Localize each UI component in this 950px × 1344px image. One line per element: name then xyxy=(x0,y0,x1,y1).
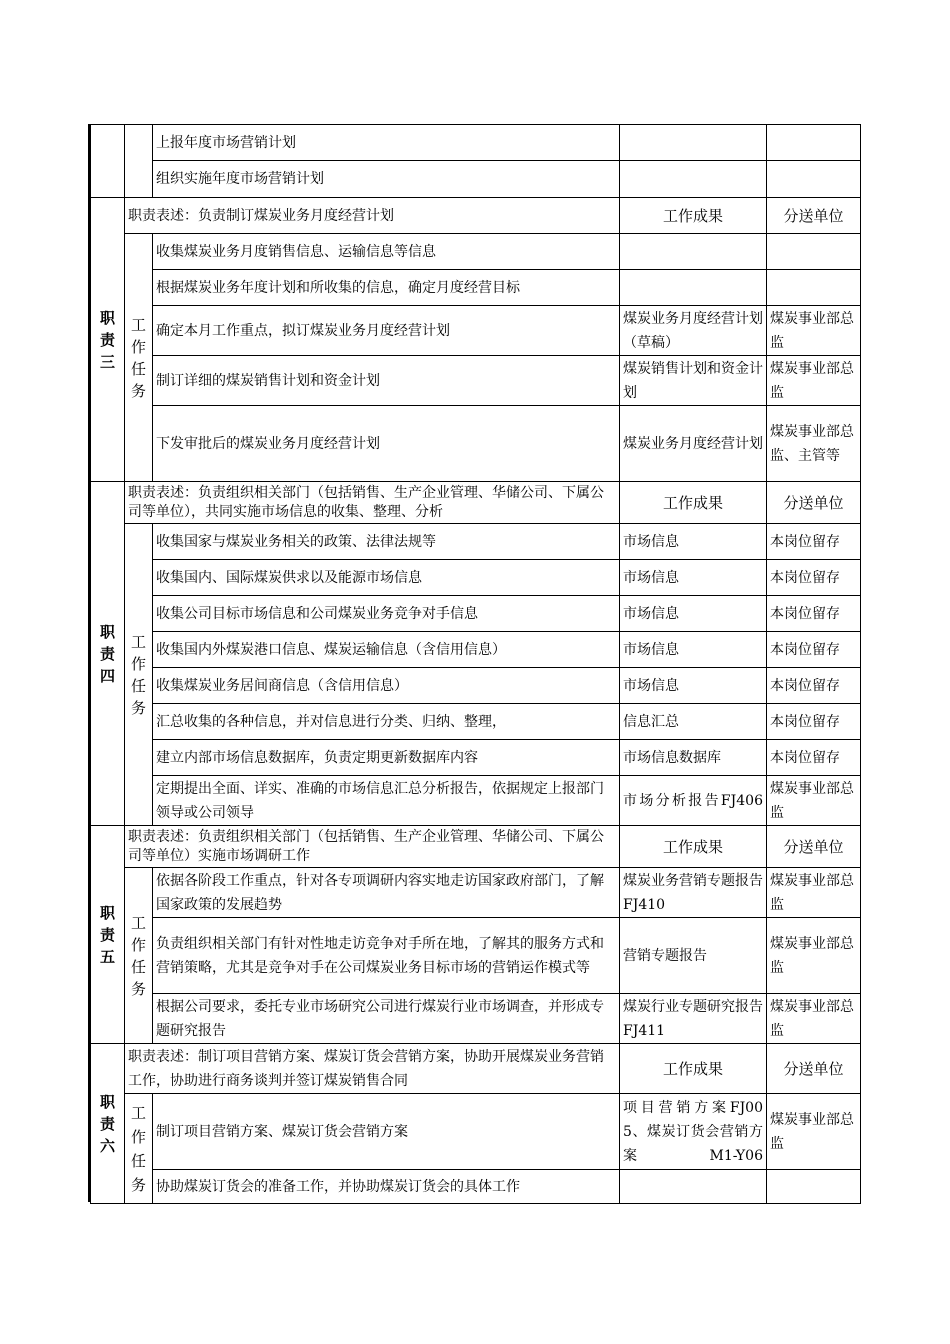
duty5-label: 职责五 xyxy=(99,903,115,966)
task-recipient xyxy=(767,161,861,198)
task-result: 煤炭业务营销专题报告 FJ410 xyxy=(620,868,767,918)
task-text: 根据煤炭业务年度计划和所收集的信息，确定月度经营目标 xyxy=(153,270,620,306)
task-recipient: 本岗位留存 xyxy=(767,560,861,596)
task-recipient: 本岗位留存 xyxy=(767,632,861,668)
task-result: 市场信息 xyxy=(620,668,767,704)
recipient-header: 分送单位 xyxy=(767,198,861,234)
task-result: 煤炭业务月度经营计划 xyxy=(620,406,767,482)
table-row xyxy=(91,524,861,560)
duty-label xyxy=(91,826,125,1044)
task-result: 市场信息数据库 xyxy=(620,740,767,776)
work-task-label: 工作任务 xyxy=(130,315,146,400)
task-recipient: 本岗位留存 xyxy=(767,740,861,776)
table-row xyxy=(91,868,861,918)
duty-label xyxy=(91,1044,125,1204)
task-result: 市场信息 xyxy=(620,524,767,560)
task-result xyxy=(620,234,767,270)
duty6-label: 职责六 xyxy=(99,1092,115,1155)
task-result: 市场信息 xyxy=(620,560,767,596)
task-result: 市场信息 xyxy=(620,596,767,632)
table-row xyxy=(91,125,861,161)
duty-statement: 职责表述：制订项目营销方案、煤炭订货会营销方案，协助开展煤炭业务营销工作，协助进行商务谈判并签订煤炭销售合同 xyxy=(125,1044,620,1094)
recipient-header: 分送单位 xyxy=(767,1044,861,1094)
duty-label xyxy=(91,198,125,482)
work-task-label-cell xyxy=(125,868,153,1044)
task-text: 定期提出全面、详实、准确的市场信息汇总分析报告，依据规定上报部门领导或公司领导 xyxy=(153,776,620,826)
task-result: 市场信息 xyxy=(620,632,767,668)
task-recipient: 煤炭事业部总监 xyxy=(767,918,861,994)
task-result: 市场分析报告FJ406 xyxy=(620,776,767,826)
task-recipient: 煤炭事业部总监 xyxy=(767,776,861,826)
task-text: 根据公司要求，委托专业市场研究公司进行煤炭行业市场调查，并形成专题研究报告 xyxy=(153,994,620,1044)
task-text: 负责组织相关部门有针对性地走访竞争对手所在地，了解其的服务方式和营销策略，尤其是竞争对手在公司煤炭业务目标市场的营销运作模式等 xyxy=(153,918,620,994)
task-text: 收集煤炭业务居间商信息（含信用信息） xyxy=(153,668,620,704)
table-row xyxy=(91,704,861,740)
work-task-label: 工作任务 xyxy=(130,913,146,998)
table-row xyxy=(91,668,861,704)
task-text: 协助煤炭订货会的准备工作，并协助煤炭订货会的具体工作 xyxy=(153,1170,620,1204)
work-task-label: 工作任务 xyxy=(130,1103,146,1194)
results-header: 工作成果 xyxy=(620,482,767,524)
task-text: 组织实施年度市场营销计划 xyxy=(153,161,620,198)
task-recipient: 煤炭事业部总监 xyxy=(767,1094,861,1170)
table-row xyxy=(91,1094,861,1170)
duty-statement: 职责表述：负责制订煤炭业务月度经营计划 xyxy=(125,198,620,234)
results-header: 工作成果 xyxy=(620,826,767,868)
recipient-header: 分送单位 xyxy=(767,826,861,868)
task-recipient xyxy=(767,125,861,161)
duty-label xyxy=(91,482,125,826)
duty-statement-row xyxy=(91,826,861,868)
duty3-label: 职责三 xyxy=(99,308,115,371)
task-result: 信息汇总 xyxy=(620,704,767,740)
table-row xyxy=(91,740,861,776)
duty-statement-row xyxy=(91,198,861,234)
table-row xyxy=(91,994,861,1044)
table-row xyxy=(91,234,861,270)
results-header: 工作成果 xyxy=(620,1044,767,1094)
task-recipient: 本岗位留存 xyxy=(767,524,861,560)
task-result: 煤炭销售计划和资金计划 xyxy=(620,356,767,406)
work-task-label: 工作任务 xyxy=(130,632,146,717)
task-recipient xyxy=(767,234,861,270)
task-result: 项目营销方案FJ005、煤炭订货会营销方案 M1-Y06 xyxy=(620,1094,767,1170)
table-row xyxy=(91,560,861,596)
task-recipient xyxy=(767,270,861,306)
work-task-label-cell xyxy=(125,1094,153,1204)
task-result: 煤炭业务月度经营计划（草稿） xyxy=(620,306,767,356)
task-recipient: 煤炭事业部总监 xyxy=(767,306,861,356)
task-text: 收集国内外煤炭港口信息、煤炭运输信息（含信用信息） xyxy=(153,632,620,668)
duty-statement: 职责表述：负责组织相关部门（包括销售、生产企业管理、华储公司、下属公司等单位）实施市场调研工作 xyxy=(125,826,620,868)
task-text: 上报年度市场营销计划 xyxy=(153,125,620,161)
task-text: 依据各阶段工作重点，针对各专项调研内容实地走访国家政府部门，了解国家政策的发展趋势 xyxy=(153,868,620,918)
duty-statement-row xyxy=(91,482,861,524)
table-row xyxy=(91,270,861,306)
task-result: 煤炭行业专题研究报告 FJ411 xyxy=(620,994,767,1044)
task-text: 制订项目营销方案、煤炭订货会营销方案 xyxy=(153,1094,620,1170)
table-row xyxy=(91,1170,861,1204)
task-text: 收集国内、国际煤炭供求以及能源市场信息 xyxy=(153,560,620,596)
table-row xyxy=(91,161,861,198)
task-text: 收集国家与煤炭业务相关的政策、法律法规等 xyxy=(153,524,620,560)
work-task-label-cell xyxy=(125,524,153,826)
work-task-label-cell xyxy=(125,234,153,482)
task-recipient: 本岗位留存 xyxy=(767,668,861,704)
task-result xyxy=(620,270,767,306)
task-text: 收集煤炭业务月度销售信息、运输信息等信息 xyxy=(153,234,620,270)
results-header: 工作成果 xyxy=(620,198,767,234)
table-row xyxy=(91,306,861,356)
task-text: 收集公司目标市场信息和公司煤炭业务竞争对手信息 xyxy=(153,596,620,632)
table-row xyxy=(91,776,861,826)
task-recipient xyxy=(767,1170,861,1204)
duty-statement-row xyxy=(91,1044,861,1094)
task-result xyxy=(620,125,767,161)
task-text: 汇总收集的各种信息，并对信息进行分类、归纳、整理， xyxy=(153,704,620,740)
task-result xyxy=(620,1170,767,1204)
task-result xyxy=(620,161,767,198)
duty-statement: 职责表述：负责组织相关部门（包括销售、生产企业管理、华储公司、下属公司等单位），共同实施市场信息的收集、整理、分析 xyxy=(125,482,620,524)
duty-table xyxy=(90,124,861,1204)
task-recipient: 煤炭事业部总监 xyxy=(767,868,861,918)
recipient-header: 分送单位 xyxy=(767,482,861,524)
prev-duty-label-cell xyxy=(91,125,125,198)
task-text: 确定本月工作重点，拟订煤炭业务月度经营计划 xyxy=(153,306,620,356)
duty4-label: 职责四 xyxy=(99,622,115,685)
task-recipient: 本岗位留存 xyxy=(767,704,861,740)
task-recipient: 本岗位留存 xyxy=(767,596,861,632)
task-recipient: 煤炭事业部总监 xyxy=(767,356,861,406)
table-row xyxy=(91,356,861,406)
table-row xyxy=(91,632,861,668)
table-row xyxy=(91,406,861,482)
table-row xyxy=(91,596,861,632)
prev-task-label-cell xyxy=(125,125,153,198)
task-text: 建立内部市场信息数据库，负责定期更新数据库内容 xyxy=(153,740,620,776)
task-result: 营销专题报告 xyxy=(620,918,767,994)
table-row xyxy=(91,918,861,994)
task-text: 下发审批后的煤炭业务月度经营计划 xyxy=(153,406,620,482)
task-recipient: 煤炭事业部总监 xyxy=(767,994,861,1044)
task-text: 制订详细的煤炭销售计划和资金计划 xyxy=(153,356,620,406)
task-recipient: 煤炭事业部总监、主管等 xyxy=(767,406,861,482)
